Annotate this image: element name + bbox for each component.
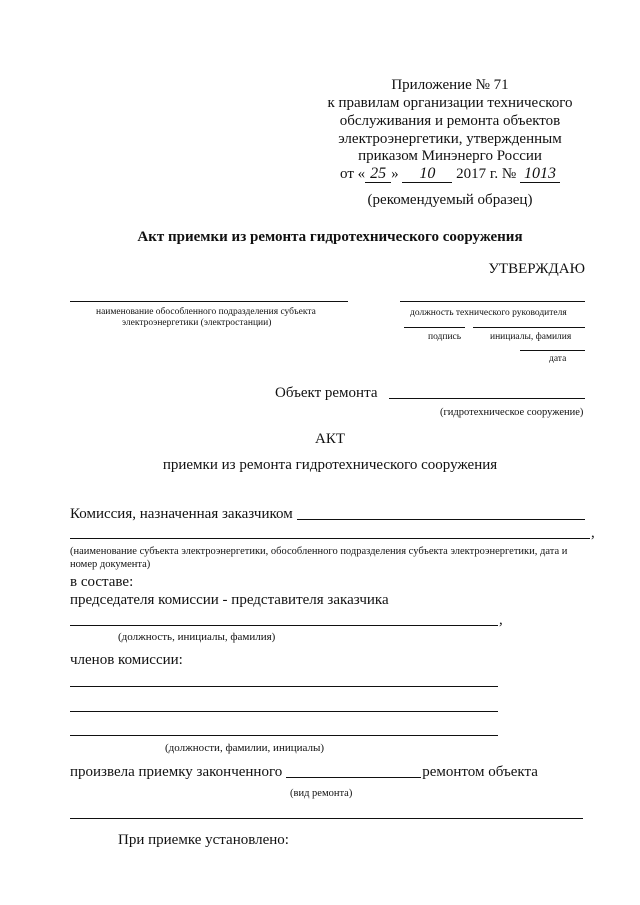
org-name-line bbox=[70, 301, 348, 302]
repair-object-caption: (гидротехническое сооружение) bbox=[440, 407, 584, 418]
commission-line bbox=[297, 507, 585, 520]
repair-object-row bbox=[275, 384, 585, 402]
position-line bbox=[400, 301, 585, 302]
act-subheading: приемки из ремонта гидротехнического сооружения bbox=[162, 457, 498, 473]
approve-label: УТВЕРЖДАЮ bbox=[488, 261, 585, 277]
findings-label: При приемке установлено: bbox=[118, 832, 289, 848]
date-year: 2017 г. № bbox=[456, 166, 517, 182]
date-close-quote: » bbox=[391, 166, 399, 182]
appendix-rules-line: приказом Минэнерго России bbox=[358, 148, 542, 164]
handwritten-day: 25 bbox=[365, 166, 391, 183]
chair-line-comma: , bbox=[499, 612, 503, 628]
sample-note: (рекомендуемый образец) bbox=[367, 192, 533, 208]
member-line bbox=[70, 735, 498, 736]
repair-object-label: Объект ремонта bbox=[275, 385, 378, 401]
date-caption: дата bbox=[549, 354, 567, 364]
member-line bbox=[70, 711, 498, 712]
date-prefix: от « bbox=[340, 166, 366, 182]
handwritten-month: 10 bbox=[402, 166, 452, 183]
acceptance-details-line bbox=[70, 818, 583, 819]
commission-line-continued bbox=[70, 538, 590, 539]
appendix-number: Приложение № 71 bbox=[391, 77, 509, 93]
org-name-caption: электроэнергетики (электростанции) bbox=[122, 318, 272, 328]
commission-caption: номер документа) bbox=[70, 559, 151, 570]
members-caption: (должности, фамилии, инициалы) bbox=[165, 742, 325, 754]
chair-caption: (должность, инициалы, фамилия) bbox=[118, 631, 276, 643]
document-title: Акт приемки из ремонта гидротехнического сооружения bbox=[137, 229, 523, 245]
appendix-rules-line: к правилам организации технического bbox=[327, 95, 573, 111]
order-date-line bbox=[300, 165, 600, 183]
repair-type-line bbox=[286, 765, 421, 778]
name-line bbox=[473, 327, 585, 328]
composition-label: в составе: bbox=[70, 574, 134, 590]
position-caption: должность технического руководителя bbox=[410, 308, 567, 318]
acceptance-prefix: произвела приемку законченного bbox=[70, 764, 283, 780]
commission-label: Комиссия, назначенная заказчиком bbox=[70, 506, 293, 522]
name-caption: инициалы, фамилия bbox=[490, 332, 572, 342]
chair-line bbox=[70, 625, 498, 626]
repair-object-line bbox=[389, 386, 585, 399]
date-line bbox=[520, 350, 585, 351]
members-label: членов комиссии: bbox=[70, 652, 183, 668]
org-name-caption: наименование обособленного подразделения субъекта bbox=[96, 307, 316, 317]
appendix-rules-line: электроэнергетики, утвержденным bbox=[338, 131, 562, 147]
act-heading: АКТ bbox=[315, 431, 345, 447]
handwritten-order-number: 1013 bbox=[520, 166, 560, 183]
signature-line bbox=[404, 327, 465, 328]
signature-caption: подпись bbox=[428, 332, 462, 342]
commission-line-comma: , bbox=[591, 525, 595, 541]
repair-type-caption: (вид ремонта) bbox=[290, 788, 353, 799]
chair-label: председателя комиссии - представителя заказчика bbox=[70, 592, 389, 608]
acceptance-suffix: ремонтом объекта bbox=[422, 764, 538, 780]
acceptance-row bbox=[70, 763, 570, 781]
commission-caption: (наименование субъекта электроэнергетики, обособленного подразделения субъекта электроэнергетики, дата и bbox=[70, 546, 568, 557]
appendix-rules-line: обслуживания и ремонта объектов bbox=[339, 113, 561, 129]
commission-row bbox=[70, 505, 585, 523]
member-line bbox=[70, 686, 498, 687]
